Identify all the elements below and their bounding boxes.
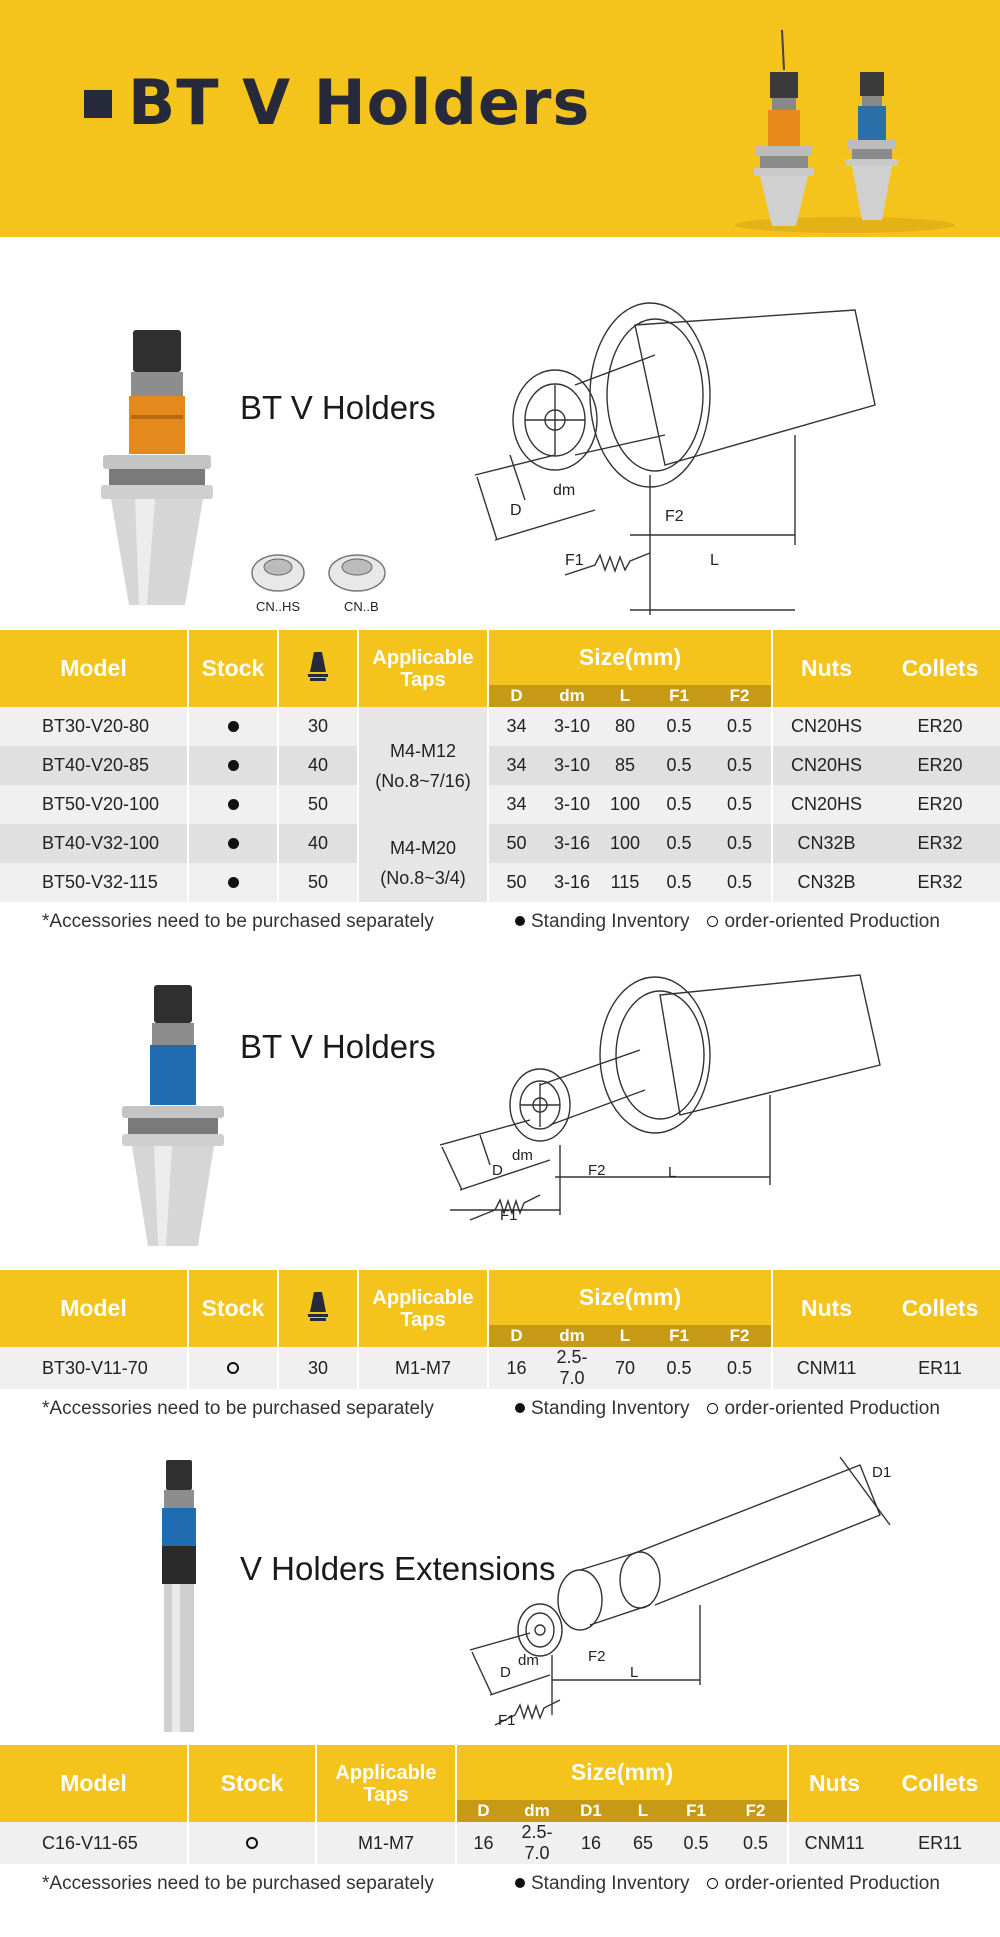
col-nuts: Nuts: [772, 630, 880, 707]
footnote-1: *Accessories need to be purchased separately: [42, 911, 434, 932]
dim-label-F2: F2: [665, 508, 684, 525]
filled-dot-icon: [228, 721, 239, 732]
col-L: L: [600, 1325, 650, 1347]
filled-dot-icon: [228, 838, 239, 849]
dim-label-dm: dm: [553, 482, 576, 499]
section3-title: V Holders Extensions: [240, 1550, 556, 1587]
header-banner: [0, 0, 1000, 237]
col-D: D: [456, 1800, 510, 1822]
col-model: Model: [0, 1745, 188, 1822]
stock-legend-3: Standing Inventory order-oriented Production: [515, 1873, 940, 1895]
stock-legend-1: Standing Inventory order-oriented Production: [515, 911, 940, 933]
bt-v-holder-drawing: [455, 295, 915, 625]
col-F1: F1: [650, 1325, 708, 1347]
bt-v-holder-drawing-2: [440, 955, 890, 1245]
col-model: Model: [0, 1270, 188, 1347]
col-model: Model: [0, 630, 188, 707]
v-holder-extension-drawing: [470, 1455, 910, 1735]
col-D: D: [488, 1325, 544, 1347]
col-applicable-taps: Applicable Taps: [358, 1270, 488, 1347]
taps-group-1: M4-M12 (No.8~7/16): [358, 707, 488, 824]
table-row: BT30-V20-80 30 M4-M12 (No.8~7/16) 34 3-10 80 0.5 0.5 CN20HS ER20: [0, 707, 1000, 746]
table-row: BT50-V32-115 50 50 3-16 115 0.5 0.5 CN32B ER32: [0, 863, 1000, 902]
page-title: BT V Holders: [128, 66, 591, 139]
filled-dot-icon: [228, 799, 239, 810]
taps-group-2: M4-M20 (No.8~3/4): [358, 824, 488, 902]
col-collets: Collets: [880, 1270, 1000, 1347]
stock-legend-2: Standing Inventory order-oriented Production: [515, 1398, 940, 1420]
dim-label-L: L: [710, 552, 719, 569]
filled-dot-icon: [515, 1878, 525, 1888]
col-stock: Stock: [188, 1270, 278, 1347]
col-L: L: [618, 1800, 668, 1822]
nut-label-b: CN..B: [344, 599, 379, 614]
holders-hero-image: [730, 30, 960, 235]
col-F2: F2: [708, 1325, 772, 1347]
hollow-dot-icon: [707, 1403, 718, 1414]
dim-label-D: D: [500, 1664, 511, 1681]
hollow-dot-icon: [246, 1837, 258, 1849]
dim-label-D: D: [492, 1162, 503, 1179]
table-row: BT40-V20-85 40 34 3-10 85 0.5 0.5 CN20HS ER20: [0, 746, 1000, 785]
dim-label-dm: dm: [518, 1652, 539, 1669]
table-row: BT30-V11-70 30 M1-M7 16 2.5-7.0 70 0.5 0.5 CNM11 ER11: [0, 1347, 1000, 1389]
dim-label-L: L: [630, 1664, 639, 1681]
col-F1: F1: [668, 1800, 724, 1822]
hollow-dot-icon: [707, 1878, 718, 1889]
col-F1: F1: [650, 685, 708, 707]
spec-table-3: [0, 1745, 1000, 1864]
taper-shank-icon: [307, 1290, 329, 1322]
col-applicable-taps: Applicable Taps: [358, 630, 488, 707]
dim-label-L: L: [668, 1164, 677, 1181]
dim-label-D1: D1: [872, 1464, 892, 1481]
footnote-3: *Accessories need to be purchased separately: [42, 1873, 434, 1894]
nut-label-hs: CN..HS: [256, 599, 301, 614]
table-row: C16-V11-65 M1-M7 16 2.5-7.0 16 65 0.5 0.5 CNM11 ER11: [0, 1822, 1000, 1864]
col-F2: F2: [708, 685, 772, 707]
col-F2: F2: [724, 1800, 788, 1822]
col-nuts: Nuts: [772, 1270, 880, 1347]
spec-table-2: [0, 1270, 1000, 1389]
dim-label-F1: F1: [498, 1712, 516, 1729]
table-row: BT50-V20-100 50 34 3-10 100 0.5 0.5 CN20HS ER20: [0, 785, 1000, 824]
section1-title: BT V Holders: [240, 389, 436, 426]
nut-images: [250, 545, 395, 617]
col-L: L: [600, 685, 650, 707]
bt-v-holder-photo: [95, 325, 225, 615]
col-size: Size(mm): [456, 1745, 788, 1800]
col-stock: Stock: [188, 1745, 316, 1822]
filled-dot-icon: [228, 877, 239, 888]
hollow-dot-icon: [227, 1362, 239, 1374]
col-taper: [278, 1270, 358, 1347]
dim-label-F2: F2: [588, 1648, 606, 1665]
col-dm: dm: [510, 1800, 564, 1822]
filled-dot-icon: [515, 916, 525, 926]
dim-label-dm: dm: [512, 1147, 533, 1164]
title-square-icon: [84, 90, 112, 118]
col-stock: Stock: [188, 630, 278, 707]
spec-table-1: [0, 630, 1000, 902]
col-size: Size(mm): [488, 630, 772, 685]
dim-label-D: D: [510, 502, 522, 519]
table-row: BT40-V32-100 40 M4-M20 (No.8~3/4) 50 3-16 100 0.5 0.5 CN32B ER32: [0, 824, 1000, 863]
filled-dot-icon: [515, 1403, 525, 1413]
col-dm: dm: [544, 1325, 600, 1347]
col-applicable-taps: Applicable Taps: [316, 1745, 456, 1822]
col-size: Size(mm): [488, 1270, 772, 1325]
dim-label-F1: F1: [500, 1207, 518, 1224]
col-nuts: Nuts: [788, 1745, 880, 1822]
col-taper: [278, 630, 358, 707]
col-collets: Collets: [880, 630, 1000, 707]
dim-label-F1: F1: [565, 552, 584, 569]
footnote-2: *Accessories need to be purchased separately: [42, 1398, 434, 1419]
col-dm: dm: [544, 685, 600, 707]
col-collets: Collets: [880, 1745, 1000, 1822]
hollow-dot-icon: [707, 916, 718, 927]
taper-shank-icon: [307, 650, 329, 682]
col-D: D: [488, 685, 544, 707]
bt-v-holder-blue-photo: [118, 980, 228, 1250]
section2-title: BT V Holders: [240, 1028, 436, 1065]
v-holder-extension-photo: [150, 1455, 210, 1735]
filled-dot-icon: [228, 760, 239, 771]
dim-label-F2: F2: [588, 1162, 606, 1179]
col-D1: D1: [564, 1800, 618, 1822]
